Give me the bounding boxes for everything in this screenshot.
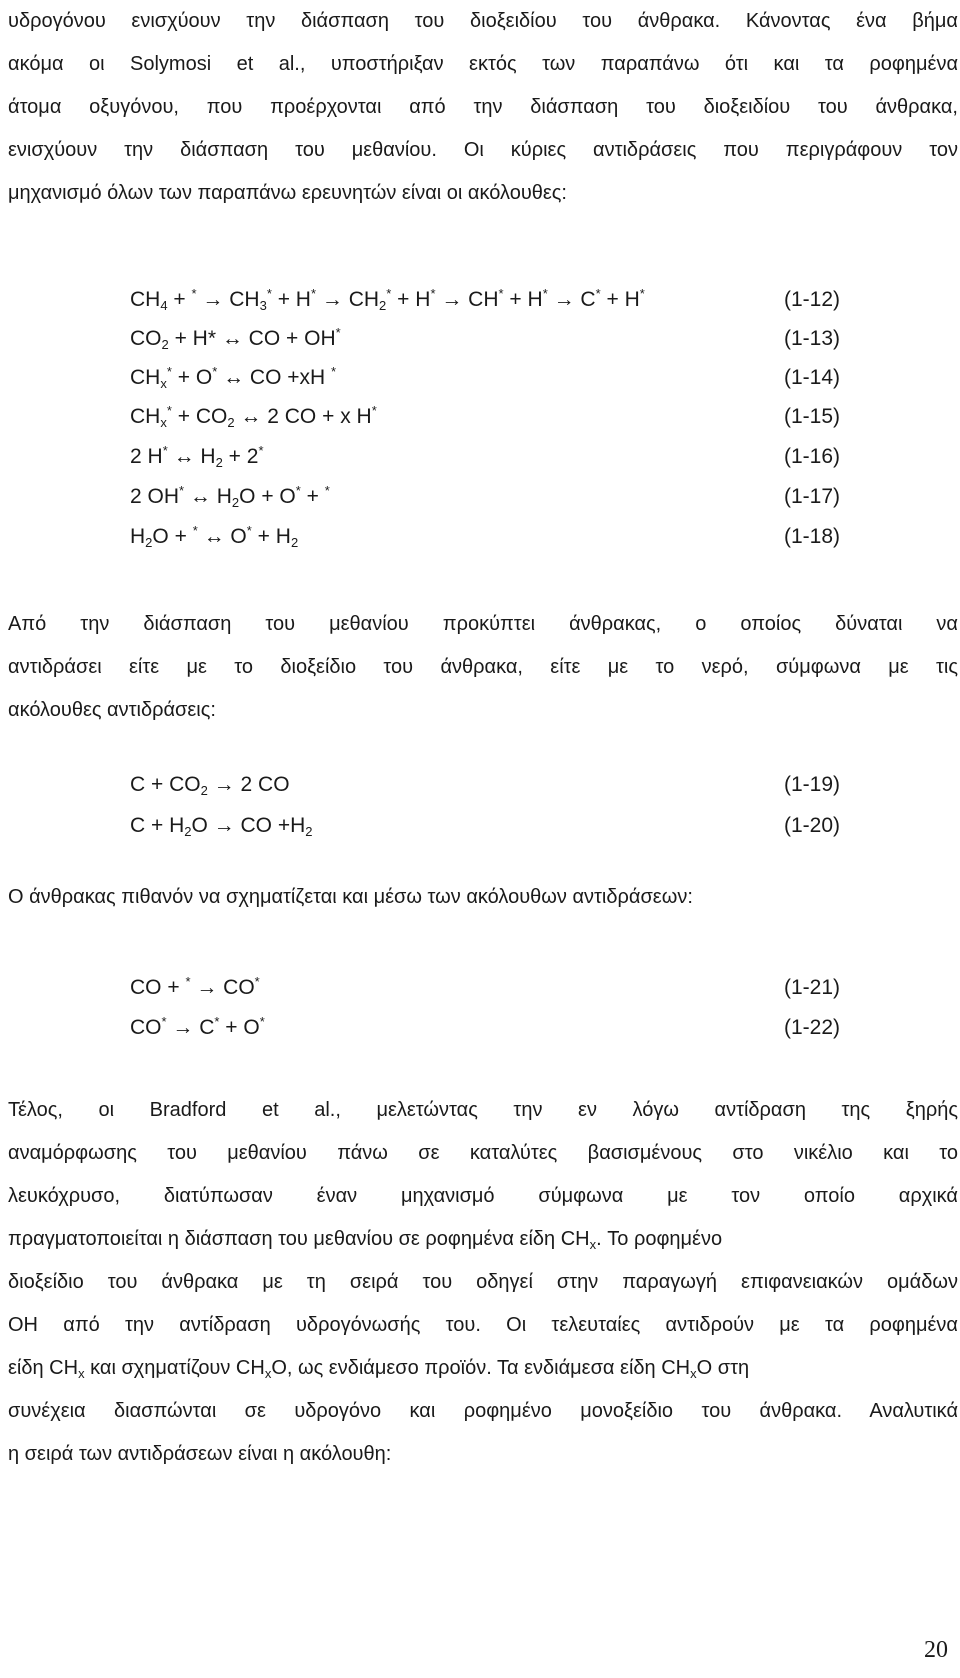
text-fragment: είδη CH xyxy=(8,1357,79,1379)
equation-formula: $CH_x^* + O^*$ ↔ CO +xH * xyxy=(130,364,337,391)
equation-number: (1-22) xyxy=(783,1016,840,1039)
equation-number: (1-14) xyxy=(783,366,840,389)
paragraph-bradford xyxy=(8,1089,958,1476)
equation-number: (1-13) xyxy=(783,327,840,350)
paragraph-carbon-reactions xyxy=(8,603,958,732)
equation-formula: CO + * → CO* xyxy=(130,974,260,999)
text-line: πραγματοποιείται η διάσπαση του μεθανίου σε ροφημένα είδη $CH_x$. Το ροφημένο xyxy=(8,1228,723,1252)
equation-1-21 xyxy=(130,968,840,1008)
text-line: Τέλος, οι Bradford et al., μελετώντας την εν λόγω αντίδραση της ξηρής xyxy=(8,1099,958,1121)
equation-formula: $H_2O + ^*$ ↔ $O^* + H_2$ xyxy=(130,523,299,550)
page-number: 20 xyxy=(924,1637,948,1663)
equation-1-20 xyxy=(130,806,840,846)
text-fragment: O, ως ενδιάμεσο προϊόν. Τα ενδιάμεσα είδη CH xyxy=(271,1357,691,1379)
equation-formula: $C + H_2O$ → CO $+H_2$ xyxy=(130,814,313,839)
equation-1-17 xyxy=(130,477,840,517)
text-line: λευκόχρυσο, διατύπωσαν έναν μηχανισμό σύμφωνα με τον οποίο αρχικά xyxy=(8,1185,958,1207)
text-fragment: O στη xyxy=(696,1357,750,1379)
text-line: ακόμα οι Solymosi et al., υποστήριξαν εκτός των παραπάνω ότι και τα ροφημένα xyxy=(8,53,958,75)
equation-1-14 xyxy=(130,358,840,398)
equation-number: (1-16) xyxy=(783,445,840,468)
equation-number: (1-18) xyxy=(783,525,840,548)
equation-number: (1-12) xyxy=(783,288,840,311)
text-line: υδρογόνου ενισχύουν την διάσπαση του διοξειδίου του άνθρακα. Κάνοντας ένα βήμα xyxy=(8,10,958,32)
text-line: αντιδράσει είτε με το διοξείδιο του άνθρακα, είτε με το νερό, σύμφωνα με τις xyxy=(8,656,958,678)
equation-formula: 2 H* ↔ $H_2 + 2^*$ xyxy=(130,443,264,470)
equation-1-22 xyxy=(130,1008,840,1048)
text-line: ακόλουθες αντιδράσεις: xyxy=(8,699,216,721)
equation-1-16 xyxy=(130,437,840,477)
text-line: OH από την αντίδραση υδρογόνωσής του. Οι τελευταίες αντιδρούν με τα ροφημένα xyxy=(8,1314,958,1336)
equation-1-19 xyxy=(130,765,840,805)
text-line: άτομα οξυγόνου, που προέρχονται από την διάσπαση του διοξειδίου του άνθρακα, xyxy=(8,96,958,118)
equation-1-15 xyxy=(130,397,840,437)
text-line: συνέχεια διασπώνται σε υδρογόνο και ροφημένο μονοξείδιο του άνθρακα. Αναλυτικά xyxy=(8,1400,958,1422)
equation-formula: CO* → C* + O* xyxy=(130,1014,265,1039)
equation-1-18 xyxy=(130,517,840,557)
text-line: διοξείδιο του άνθρακα με τη σειρά του οδηγεί στην παραγωγή επιφανειακών ομάδων xyxy=(8,1271,958,1293)
text-line: η σειρά των αντιδράσεων είναι η ακόλουθη: xyxy=(8,1443,392,1465)
equation-number: (1-17) xyxy=(783,485,840,508)
text-fragment: και σχηματίζουν CH xyxy=(84,1357,265,1379)
text-fragment: πραγματοποιείται η διάσπαση του μεθανίου σε ροφημένα είδη CH xyxy=(8,1228,590,1250)
equation-number: (1-15) xyxy=(783,405,840,428)
equation-number: (1-20) xyxy=(783,814,840,837)
equation-formula: $CO_2 + H*$ ↔ CO + OH* xyxy=(130,325,341,352)
text-fragment: . Το ροφημένο xyxy=(596,1228,723,1250)
equation-number: (1-21) xyxy=(783,976,840,999)
text-line: Ο άνθρακας πιθανόν να σχηματίζεται και μέσω των ακόλουθων αντιδράσεων: xyxy=(8,886,693,908)
text-line: Από την διάσπαση του μεθανίου προκύπτει άνθρακας, ο οποίος δύναται να xyxy=(8,613,958,635)
text-line: είδη $CH_x$ και σχηματίζουν $CH_xO$, ως ενδιάμεσο προϊόν. Τα ενδιάμεσα είδη $CH_xO$ στη xyxy=(8,1357,750,1381)
text-line: μηχανισμό όλων των παραπάνω ερευνητών είναι οι ακόλουθες: xyxy=(8,182,567,204)
equation-1-12 xyxy=(130,280,840,320)
equation-formula: $CH_4 + ^* \to CH_3^* + H^* \to CH_2^* + H^* \to CH^* + H^* \to C^* + H^*$ xyxy=(130,286,645,313)
text-line: αναμόρφωσης του μεθανίου πάνω σε καταλύτες βασισμένους στο νικέλιο και το xyxy=(8,1142,958,1164)
text-line: ενισχύουν την διάσπαση του μεθανίου. Οι κύριες αντιδράσεις που περιγράφουν τον xyxy=(8,139,958,161)
paragraph-intro xyxy=(8,0,958,215)
equation-formula: 2 OH* ↔ $H_2O + O^* + ^*$ xyxy=(130,483,330,510)
equation-number: (1-19) xyxy=(783,773,840,796)
equation-1-13 xyxy=(130,319,840,359)
equation-formula: $C + CO_2 \to 2$ CO xyxy=(130,773,290,798)
paragraph-carbon-formation xyxy=(8,876,958,919)
equation-formula: $CH_x^* + CO_2$ ↔ 2 CO + x H* xyxy=(130,403,377,430)
